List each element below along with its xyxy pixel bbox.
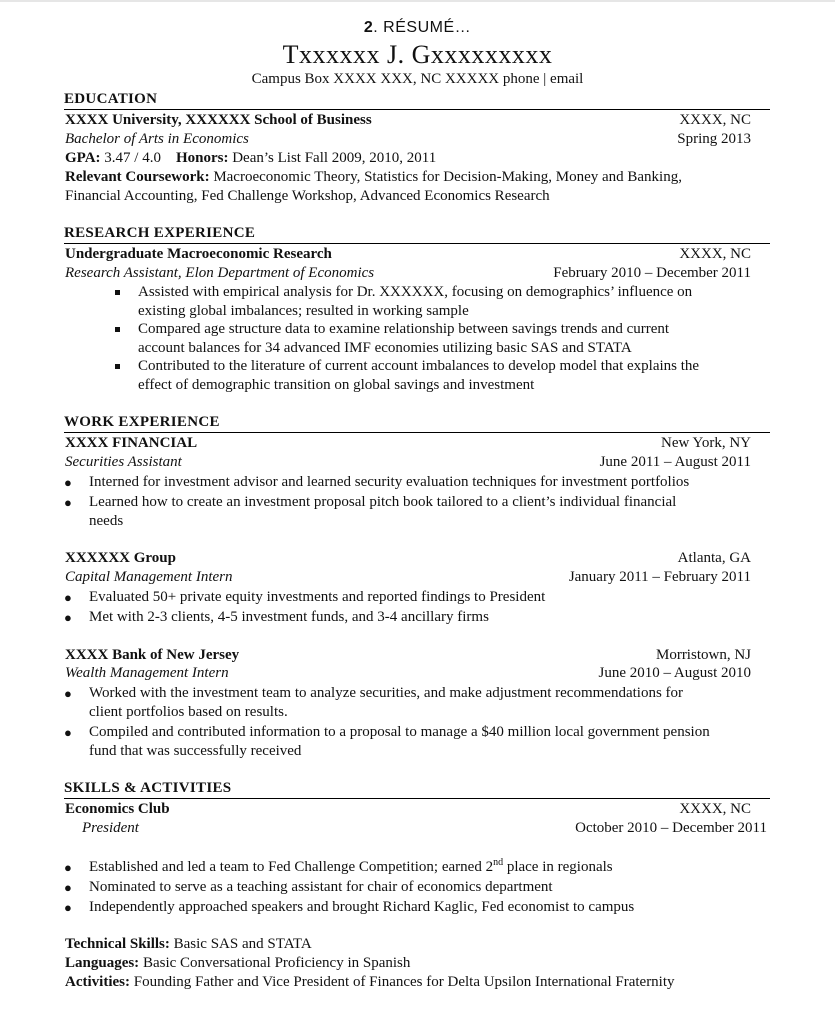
job-3-role: Wealth Management Intern: [65, 665, 229, 681]
job-2-date: January 2011 – February 2011: [568, 569, 751, 585]
bullet-icon: ●: [64, 610, 72, 625]
research-location: XXXX, NC: [679, 246, 751, 262]
research-bullet-1-line-2: existing global imbalances; resulted in working sample: [138, 303, 469, 319]
job-1-company: XXXX FINANCIAL: [65, 435, 198, 451]
graduation-date: Spring 2013: [677, 131, 751, 147]
research-role: Research Assistant, Elon Department of Economics: [65, 265, 375, 281]
bullet-icon: ●: [64, 475, 72, 490]
club-role: President: [82, 820, 139, 836]
candidate-name: Txxxxxx J. Gxxxxxxxxx: [282, 40, 553, 69]
job-2-role: Capital Management Intern: [65, 569, 233, 585]
top-rule: [0, 0, 835, 2]
job-1-bullet-2-line-2: needs: [89, 513, 124, 529]
job-3-company: XXXX Bank of New Jersey: [65, 647, 240, 663]
bullet-icon: ●: [64, 686, 72, 701]
bullet-icon: ●: [64, 725, 72, 740]
club-date: October 2010 – December 2011: [575, 820, 767, 836]
section-heading-education: EDUCATION: [64, 90, 770, 110]
job-1-location: New York, NY: [660, 435, 751, 451]
club-location: XXXX, NC: [679, 801, 751, 817]
job-2-bullet-2: Met with 2-3 clients, 4-5 investment funds, and 3-4 ancillary firms: [89, 609, 489, 625]
research-bullet-2-line-2: account balances for 34 advanced IMF economies utilizing basic SAS and STATA: [138, 340, 632, 356]
school-location: XXXX, NC: [679, 112, 751, 128]
research-title: Undergraduate Macroeconomic Research: [65, 246, 332, 262]
technical-skills: Technical Skills: Basic SAS and STATA: [65, 936, 312, 952]
bullet-icon: ●: [64, 900, 72, 915]
research-bullet-3-line-1: Contributed to the literature of current account imbalances to develop model that explains the: [138, 358, 700, 374]
bullet-icon: ●: [64, 590, 72, 605]
job-2-bullet-1: Evaluated 50+ private equity investments and reported findings to President: [89, 589, 546, 605]
job-3-bullet-1-line-2: client portfolios based on results.: [89, 704, 288, 720]
section-heading-research: RESEARCH EXPERIENCE: [64, 224, 770, 244]
club-bullet-2: Nominated to serve as a teaching assistant for chair of economics department: [89, 879, 553, 895]
club-name: Economics Club: [65, 801, 170, 817]
coursework-line-2: Financial Accounting, Fed Challenge Workshop, Advanced Economics Research: [65, 188, 550, 204]
square-bullet-icon: [115, 327, 120, 332]
job-3-location: Morristown, NJ: [655, 647, 751, 663]
job-2-company: XXXXXX Group: [65, 550, 176, 566]
bullet-icon: ●: [64, 860, 72, 875]
gpa-honors-line: GPA: 3.47 / 4.0 Honors: Dean’s List Fall 2009, 2010, 2011: [65, 150, 437, 166]
club-bullet-3: Independently approached speakers and brought Richard Kaglic, Fed economist to campus: [89, 899, 635, 915]
research-bullet-2-line-1: Compared age structure data to examine relationship between savings trends and current: [138, 321, 670, 337]
research-bullet-3-line-2: effect of demographic transition on global savings and investment: [138, 377, 535, 393]
section-heading-skills: SKILLS & ACTIVITIES: [64, 779, 770, 799]
job-3-bullet-2-line-2: fund that was successfully received: [89, 743, 302, 759]
research-date: February 2010 – December 2011: [553, 265, 751, 281]
job-3-date: June 2010 – August 2010: [598, 665, 751, 681]
research-bullet-1-line-1: Assisted with empirical analysis for Dr. XXXXXX, focusing on demographics’ influence on: [138, 284, 693, 300]
activities: Activities: Founding Father and Vice President of Finances for Delta Upsilon International Fraternity: [65, 974, 675, 990]
job-1-bullet-2-line-1: Learned how to create an investment proposal pitch book tailored to a client’s individual financial: [89, 494, 677, 510]
club-bullet-1: Established and led a team to Fed Challenge Competition; earned 2nd place in regionals: [89, 857, 613, 875]
contact-info: Campus Box XXXX XXX, NC XXXXX phone | email: [251, 71, 584, 87]
square-bullet-icon: [115, 290, 120, 295]
job-3-bullet-1-line-1: Worked with the investment team to analyze securities, and make adjustment recommendations for: [89, 685, 684, 701]
section-heading-work: WORK EXPERIENCE: [64, 413, 770, 433]
bullet-icon: ●: [64, 880, 72, 895]
job-3-bullet-2-line-1: Compiled and contributed information to a proposal to manage a $40 million local government pension: [89, 724, 710, 740]
job-1-date: June 2011 – August 2011: [599, 454, 751, 470]
document-title: 2. RÉSUMÉ…: [363, 19, 472, 36]
square-bullet-icon: [115, 364, 120, 369]
school-name: XXXX University, XXXXXX School of Business: [65, 112, 372, 128]
degree: Bachelor of Arts in Economics: [65, 131, 249, 147]
job-2-location: Atlanta, GA: [677, 550, 751, 566]
job-1-bullet-1: Interned for investment advisor and learned security evaluation techniques for investment portfolios: [89, 474, 690, 490]
bullet-icon: ●: [64, 495, 72, 510]
coursework-line-1: Relevant Coursework: Macroeconomic Theory, Statistics for Decision-Making, Money and Banking,: [65, 169, 682, 185]
job-1-role: Securities Assistant: [65, 454, 182, 470]
languages: Languages: Basic Conversational Proficiency in Spanish: [65, 955, 411, 971]
